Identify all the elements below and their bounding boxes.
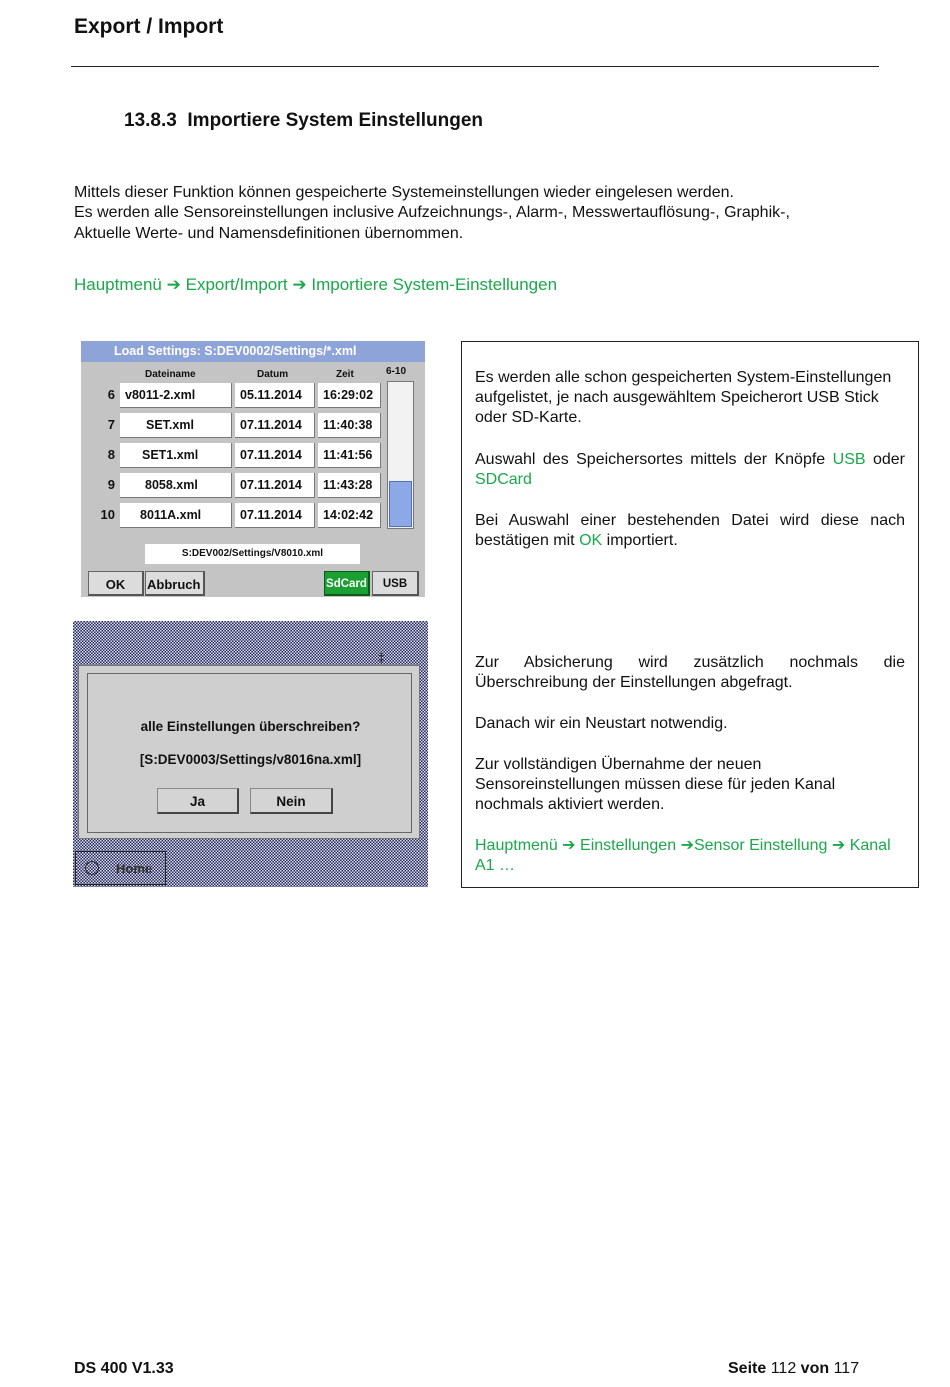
load-settings-title: Load Settings: S:DEV0002/Settings/*.xml [81,341,425,362]
file-name-cell[interactable]: 8058.xml [120,473,232,498]
column-header-time: Zeit [336,369,354,380]
file-name-cell[interactable]: v8011-2.xml [120,383,232,408]
row-number: 9 [107,477,115,492]
menu-path [74,275,557,295]
no-button[interactable]: Nein [250,788,333,814]
footer-page-total: 117 [833,1360,860,1377]
info-paragraph-storage [475,450,905,490]
row-number: 6 [107,387,115,402]
cancel-button[interactable]: Abbruch [145,571,205,596]
home-icon [85,861,99,875]
scrollbar-thumb[interactable] [389,481,412,527]
row-number: 8 [107,447,115,462]
file-time-cell: 11:40:38 [318,413,381,438]
selected-file-path: S:DEV002/Settings/V8010.xml [145,544,360,564]
file-date-cell: 07.11.2014 [235,473,315,498]
header-rule [71,66,879,67]
column-header-filename: Dateiname [145,369,196,380]
dialog-file-path: [S:DEV0003/Settings/v8016na.xml] [139,752,362,767]
yes-button[interactable]: Ja [157,788,239,814]
info-text: oder [872,451,906,468]
menu-path-sensor [475,836,905,876]
arrow-right-icon: ➔ [292,275,307,294]
file-name-cell[interactable]: SET.xml [120,413,232,438]
info-paragraph-list: Es werden alle schon gespeicherten System-Einstellungen aufgelistet, je nach ausgewähltem Speicherort USB Stick oder SD-Karte. [475,369,892,426]
file-date-cell: 07.11.2014 [235,413,315,438]
file-time-cell: 11:41:56 [318,443,381,468]
file-name-cell[interactable]: 8011A.xml [120,503,232,528]
section-heading: Importiere System Einstellungen [187,110,484,131]
file-date-cell: 07.11.2014 [235,503,315,528]
row-number: 7 [107,417,115,432]
file-date-cell: 07.11.2014 [235,443,315,468]
section-number: 13.8.3 [124,110,177,131]
footer-page-number [728,1360,859,1378]
menu-path-sensor-settings: Sensor Einstellung [693,837,828,854]
intro-line-3: Aktuelle Werte- und Namensdefinitionen übernommen. [74,225,464,242]
load-settings-screen [81,341,425,597]
info-paragraph-activate: Zur vollständigen Übernahme der neuen Sensoreinstellungen müssen diese für jeden Kanal nochmals aktiviert werden. [475,756,836,813]
footer-page-word: Seite [728,1360,767,1377]
info-paragraph-select [475,511,905,551]
usb-button[interactable]: USB [372,571,419,596]
menu-path-channel: Kanal A1 … [475,837,891,874]
sdcard-button[interactable]: SdCard [324,571,370,596]
info-text: importiert. [606,532,678,549]
ok-keyword: OK [579,532,603,549]
arrow-right-icon: ➔ [562,837,576,854]
home-button[interactable]: Home [75,851,166,885]
row-number: 10 [100,507,115,522]
info-paragraph-restart: Danach wir ein Neustart notwendig. [475,715,728,732]
arrow-right-icon: ➔ [831,837,846,854]
file-time-cell: 14:02:42 [318,503,381,528]
info-paragraph-confirm: Zur Absicherung wird zusätzlich nochmals die Überschreibung der Einstellungen abgefragt. [475,654,905,691]
intro-line-1: Mittels dieser Funktion können gespeicherte Systemeinstellungen wieder eingelesen werden. [74,184,734,201]
footer-page-current: 112 [770,1360,797,1377]
usb-keyword: USB [832,451,866,468]
menu-path-main: Hauptmenü [475,837,558,854]
file-time-cell: 16:29:02 [318,383,381,408]
ok-button[interactable]: OK [88,571,144,596]
menu-path-export: Export/Import [185,275,288,294]
dialog-question: alle Einstellungen überschreiben? [140,719,361,734]
file-date-cell: 05.11.2014 [235,383,315,408]
section-title [124,110,483,132]
menu-path-import: Importiere System-Einstellungen [311,275,558,294]
info-text: Bei Auswahl einer bestehenden Datei wird diese nach bestätigen mit [475,512,905,549]
column-header-date: Datum [257,369,289,380]
arrow-right-icon: ➔ [166,275,181,294]
menu-path-main: Hauptmenü [74,275,162,294]
footer-document-id: DS 400 V1.33 [74,1360,174,1377]
confirm-overwrite-screen [73,621,428,887]
file-time-cell: 11:43:28 [318,473,381,498]
pin-icon: ‡ [378,651,385,665]
header-title: Export / Import [74,15,224,38]
menu-path-settings: Einstellungen [580,837,677,854]
arrow-right-icon: ➔ [680,837,694,854]
info-text: Auswahl des Speichersortes mittels der Knöpfe [475,451,826,468]
file-name-cell[interactable]: SET1.xml [120,443,232,468]
sdcard-keyword: SDCard [475,471,532,488]
page-range-label: 6-10 [386,366,407,377]
footer-of-word: von [800,1360,830,1377]
intro-line-2: Es werden alle Sensoreinstellungen inclusive Aufzeichnungs-, Alarm-, Messwertauflösung-, Graphik-, [74,204,790,221]
